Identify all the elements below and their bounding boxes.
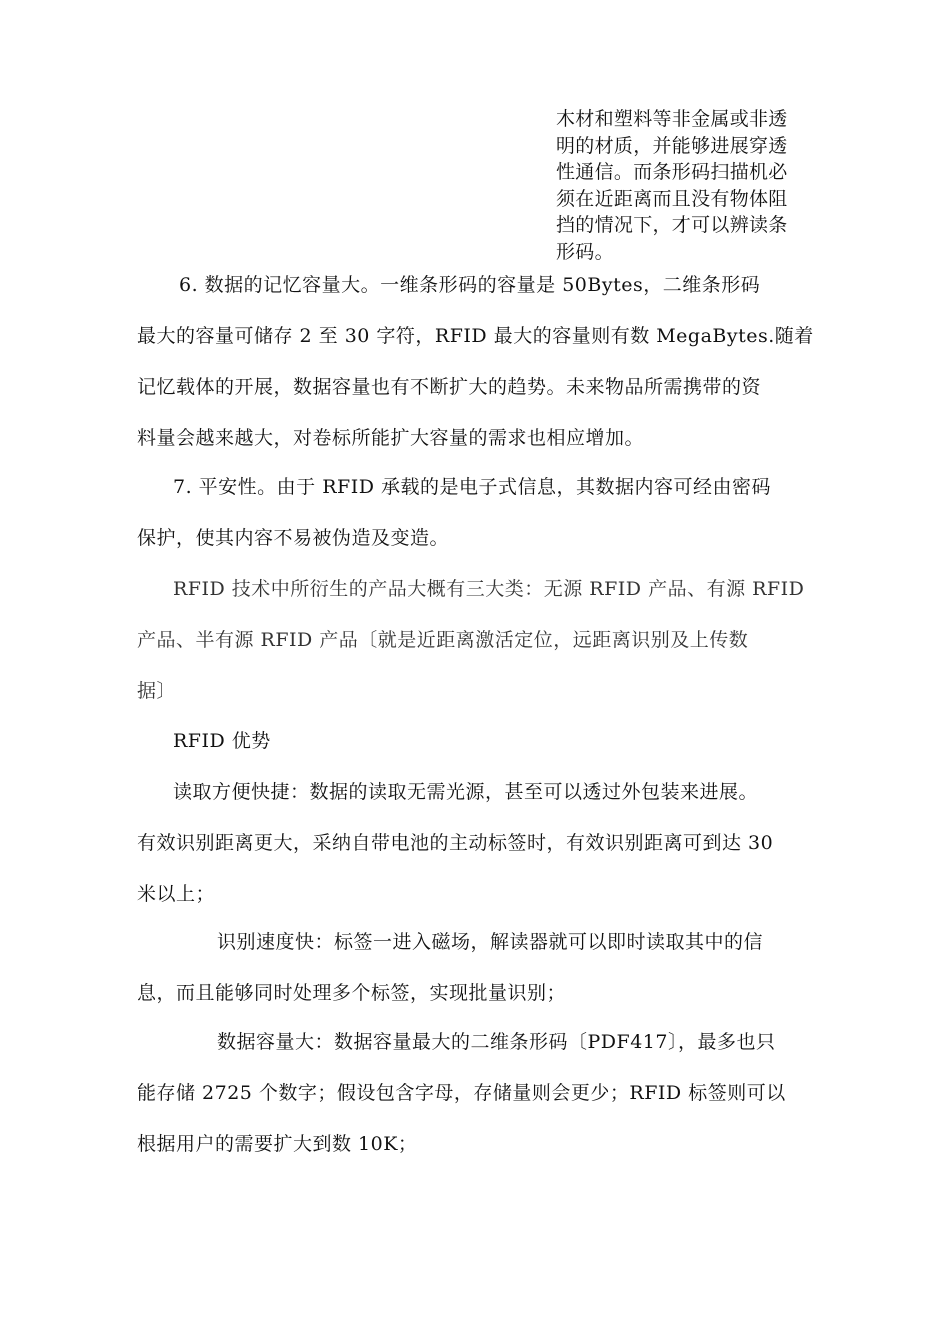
- text-line: 最大的容量可储存 2 至 30 字符，RFID 最大的容量则有数 MegaBytes.随着: [137, 325, 814, 347]
- text-line: 根据用户的需要扩大到数 10K；: [137, 1133, 418, 1155]
- paragraph-read-convenience: [137, 767, 823, 920]
- text-line: 米以上；: [137, 883, 216, 905]
- text-line: 有效识别距离更大，采纳自带电池的主动标签时，有效识别距离可到达 30: [137, 832, 774, 854]
- paragraph-memory-capacity: [137, 260, 823, 464]
- text-line: 数据容量大：数据容量最大的二维条形码〔PDF417〕，最多也只: [217, 1031, 776, 1053]
- text-line: 保护，使其内容不易被伪造及变造。: [137, 527, 450, 549]
- text-line: 挡的情况下，才可以辨读条: [556, 214, 788, 236]
- text-line: 能存储 2725 个数字；假设包含字母，存储量则会更少；RFID 标签则可以: [137, 1082, 786, 1104]
- text-line: 6. 数据的记忆容量大。一维条形码的容量是 50Bytes，二维条形码: [179, 274, 761, 296]
- text-line: 7. 平安性。由于 RFID 承载的是电子式信息，其数据内容可经由密码: [173, 476, 771, 498]
- text-line: 读取方便快捷：数据的读取无需光源，甚至可以透过外包装来进展。: [173, 781, 759, 803]
- text-line: 明的材质，并能够进展穿透: [556, 134, 788, 157]
- text-line: 识别速度快：标签一进入磁场，解读器就可以即时读取其中的信: [217, 931, 764, 953]
- paragraph-read-speed: [137, 917, 823, 1019]
- text-line: 料量会越来越大，对卷标所能扩大容量的需求也相应增加。: [137, 427, 645, 449]
- text-line: 木材和塑料等非金属或非透: [556, 108, 788, 130]
- continued-column-text: [556, 106, 818, 265]
- paragraph-security: [137, 462, 823, 564]
- text-line: 记忆载体的开展，数据容量也有不断扩大的趋势。未来物品所需携带的资: [137, 376, 762, 398]
- text-line: 须在近距离而且没有物体阻: [556, 187, 788, 210]
- text-line: RFID 优势: [173, 730, 271, 752]
- section-heading-rfid-advantages: [137, 716, 823, 767]
- text-line: 性通信。而条形码扫描机必: [556, 161, 788, 183]
- text-line: 据〕: [137, 680, 177, 702]
- paragraph-product-types: [137, 564, 823, 717]
- text-line: RFID 技术中所衍生的产品大概有三大类：无源 RFID 产品、有源 RFID: [173, 578, 805, 600]
- text-line: 息，而且能够同时处理多个标签，实现批量识别；: [137, 982, 567, 1004]
- paragraph-data-capacity: [137, 1017, 823, 1170]
- text-line: 形码。: [556, 240, 614, 263]
- text-line: 产品、半有源 RFID 产品〔就是近距离激活定位，远距离识别及上传数: [137, 629, 749, 651]
